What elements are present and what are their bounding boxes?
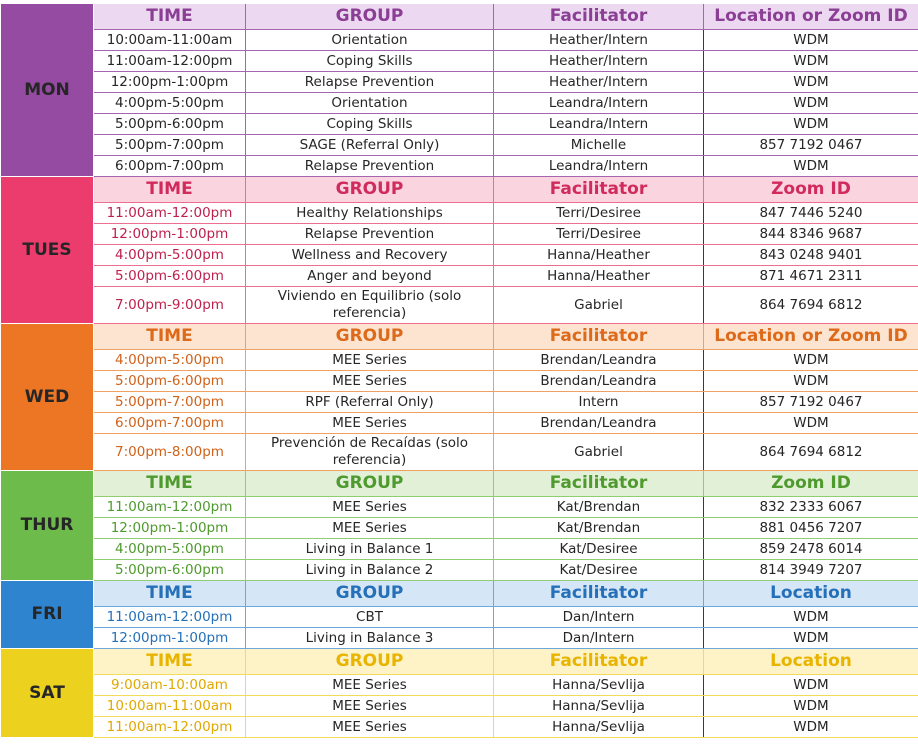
session-location: 857 7192 0467	[704, 135, 918, 156]
facilitator-name: Leandra/Intern	[494, 93, 704, 114]
session-time: 4:00pm-5:00pm	[94, 93, 246, 114]
table-row	[1, 245, 918, 266]
session-time: 4:00pm-5:00pm	[94, 245, 246, 266]
session-time: 5:00pm-7:00pm	[94, 392, 246, 413]
table-row	[1, 266, 918, 287]
time-column-header: TIME	[94, 471, 246, 497]
session-location: WDM	[704, 30, 918, 51]
session-time: 6:00pm-7:00pm	[94, 156, 246, 177]
facilitator-column-header: Facilitator	[494, 471, 704, 497]
session-time: 12:00pm-1:00pm	[94, 628, 246, 649]
facilitator-name: Brendan/Leandra	[494, 371, 704, 392]
facilitator-name: Terri/Desiree	[494, 224, 704, 245]
group-name: Living in Balance 1	[246, 539, 494, 560]
table-row	[1, 497, 918, 518]
session-location: WDM	[704, 371, 918, 392]
group-name: Relapse Prevention	[246, 72, 494, 93]
session-location: WDM	[704, 350, 918, 371]
facilitator-name: Intern	[494, 392, 704, 413]
day-label: WED	[1, 324, 94, 471]
session-time: 5:00pm-6:00pm	[94, 560, 246, 581]
session-time: 5:00pm-6:00pm	[94, 114, 246, 135]
session-time: 10:00am-11:00am	[94, 30, 246, 51]
session-location: 814 3949 7207	[704, 560, 918, 581]
group-column-header: GROUP	[246, 177, 494, 203]
day-label: THUR	[1, 471, 94, 581]
facilitator-name: Kat/Desiree	[494, 560, 704, 581]
group-name: Coping Skills	[246, 51, 494, 72]
group-name: Relapse Prevention	[246, 224, 494, 245]
session-location: 843 0248 9401	[704, 245, 918, 266]
session-location: WDM	[704, 696, 918, 717]
session-location: 847 7446 5240	[704, 203, 918, 224]
session-time: 5:00pm-7:00pm	[94, 135, 246, 156]
table-row	[1, 675, 918, 696]
table-row	[1, 539, 918, 560]
session-location: 864 7694 6812	[704, 287, 918, 324]
table-row	[1, 434, 918, 471]
session-location: 864 7694 6812	[704, 434, 918, 471]
group-name: MEE Series	[246, 518, 494, 539]
facilitator-column-header: Facilitator	[494, 4, 704, 30]
group-column-header: GROUP	[246, 324, 494, 350]
group-name: MEE Series	[246, 497, 494, 518]
day-header-row-fri	[1, 581, 918, 607]
group-column-header: GROUP	[246, 581, 494, 607]
facilitator-name: Gabriel	[494, 434, 704, 471]
group-name: Orientation	[246, 93, 494, 114]
day-label: SAT	[1, 649, 94, 738]
facilitator-name: Michelle	[494, 135, 704, 156]
location-column-header: Zoom ID	[704, 177, 918, 203]
session-time: 12:00pm-1:00pm	[94, 224, 246, 245]
session-location: WDM	[704, 717, 918, 738]
facilitator-name: Dan/Intern	[494, 607, 704, 628]
group-name: MEE Series	[246, 696, 494, 717]
table-row	[1, 350, 918, 371]
session-time: 11:00am-12:00pm	[94, 607, 246, 628]
session-time: 12:00pm-1:00pm	[94, 518, 246, 539]
session-location: 844 8346 9687	[704, 224, 918, 245]
session-location: WDM	[704, 628, 918, 649]
facilitator-name: Hanna/Sevlija	[494, 696, 704, 717]
group-name: MEE Series	[246, 371, 494, 392]
group-name: Coping Skills	[246, 114, 494, 135]
location-column-header: Location or Zoom ID	[704, 324, 918, 350]
table-row	[1, 413, 918, 434]
facilitator-name: Heather/Intern	[494, 51, 704, 72]
session-location: 871 4671 2311	[704, 266, 918, 287]
table-row	[1, 224, 918, 245]
session-time: 11:00am-12:00pm	[94, 497, 246, 518]
facilitator-name: Leandra/Intern	[494, 156, 704, 177]
table-row	[1, 607, 918, 628]
day-header-row-wed	[1, 324, 918, 350]
session-time: 11:00am-12:00pm	[94, 203, 246, 224]
facilitator-name: Kat/Desiree	[494, 539, 704, 560]
group-name: MEE Series	[246, 675, 494, 696]
session-time: 9:00am-10:00am	[94, 675, 246, 696]
session-time: 12:00pm-1:00pm	[94, 72, 246, 93]
group-name: CBT	[246, 607, 494, 628]
session-location: WDM	[704, 72, 918, 93]
session-location: WDM	[704, 93, 918, 114]
group-column-header: GROUP	[246, 471, 494, 497]
session-time: 5:00pm-6:00pm	[94, 371, 246, 392]
table-row	[1, 717, 918, 738]
group-name: Prevención de Recaídas (solo referencia)	[246, 434, 494, 471]
session-location: WDM	[704, 607, 918, 628]
group-name: MEE Series	[246, 350, 494, 371]
table-row	[1, 135, 918, 156]
table-row	[1, 696, 918, 717]
session-time: 10:00am-11:00am	[94, 696, 246, 717]
table-row	[1, 93, 918, 114]
group-name: RPF (Referral Only)	[246, 392, 494, 413]
facilitator-name: Kat/Brendan	[494, 518, 704, 539]
day-header-row-thur	[1, 471, 918, 497]
table-row	[1, 628, 918, 649]
group-name: Healthy Relationships	[246, 203, 494, 224]
day-header-row-sat	[1, 649, 918, 675]
session-time: 4:00pm-5:00pm	[94, 539, 246, 560]
day-header-row-mon	[1, 4, 918, 30]
session-location: 832 2333 6067	[704, 497, 918, 518]
facilitator-column-header: Facilitator	[494, 649, 704, 675]
facilitator-name: Heather/Intern	[494, 72, 704, 93]
facilitator-name: Hanna/Heather	[494, 245, 704, 266]
group-name: MEE Series	[246, 717, 494, 738]
facilitator-name: Dan/Intern	[494, 628, 704, 649]
table-row	[1, 203, 918, 224]
time-column-header: TIME	[94, 324, 246, 350]
table-row	[1, 156, 918, 177]
time-column-header: TIME	[94, 4, 246, 30]
group-column-header: GROUP	[246, 4, 494, 30]
table-row	[1, 287, 918, 324]
facilitator-name: Heather/Intern	[494, 30, 704, 51]
session-location: WDM	[704, 156, 918, 177]
location-column-header: Location or Zoom ID	[704, 4, 918, 30]
session-time: 5:00pm-6:00pm	[94, 266, 246, 287]
session-location: WDM	[704, 413, 918, 434]
table-row	[1, 371, 918, 392]
facilitator-name: Brendan/Leandra	[494, 413, 704, 434]
session-time: 7:00pm-8:00pm	[94, 434, 246, 471]
session-location: 881 0456 7207	[704, 518, 918, 539]
location-column-header: Location	[704, 581, 918, 607]
table-row	[1, 51, 918, 72]
facilitator-name: Gabriel	[494, 287, 704, 324]
facilitator-name: Brendan/Leandra	[494, 350, 704, 371]
session-time: 6:00pm-7:00pm	[94, 413, 246, 434]
group-name: MEE Series	[246, 413, 494, 434]
table-row	[1, 30, 918, 51]
session-location: 857 7192 0467	[704, 392, 918, 413]
day-label: MON	[1, 4, 94, 177]
facilitator-column-header: Facilitator	[494, 324, 704, 350]
group-name: SAGE (Referral Only)	[246, 135, 494, 156]
location-column-header: Zoom ID	[704, 471, 918, 497]
facilitator-column-header: Facilitator	[494, 581, 704, 607]
session-time: 7:00pm-9:00pm	[94, 287, 246, 324]
group-name: Orientation	[246, 30, 494, 51]
weekly-group-schedule-table	[0, 3, 918, 738]
group-name: Living in Balance 3	[246, 628, 494, 649]
location-column-header: Location	[704, 649, 918, 675]
table-row	[1, 518, 918, 539]
facilitator-column-header: Facilitator	[494, 177, 704, 203]
facilitator-name: Hanna/Heather	[494, 266, 704, 287]
facilitator-name: Hanna/Sevlija	[494, 675, 704, 696]
facilitator-name: Hanna/Sevlija	[494, 717, 704, 738]
table-row	[1, 114, 918, 135]
session-location: WDM	[704, 51, 918, 72]
session-location: WDM	[704, 114, 918, 135]
day-label: FRI	[1, 581, 94, 649]
group-name: Wellness and Recovery	[246, 245, 494, 266]
time-column-header: TIME	[94, 649, 246, 675]
facilitator-name: Kat/Brendan	[494, 497, 704, 518]
table-row	[1, 560, 918, 581]
table-row	[1, 392, 918, 413]
facilitator-name: Terri/Desiree	[494, 203, 704, 224]
time-column-header: TIME	[94, 177, 246, 203]
time-column-header: TIME	[94, 581, 246, 607]
session-location: WDM	[704, 675, 918, 696]
session-time: 4:00pm-5:00pm	[94, 350, 246, 371]
group-name: Living in Balance 2	[246, 560, 494, 581]
session-time: 11:00am-12:00pm	[94, 717, 246, 738]
group-column-header: GROUP	[246, 649, 494, 675]
session-location: 859 2478 6014	[704, 539, 918, 560]
group-name: Relapse Prevention	[246, 156, 494, 177]
table-row	[1, 72, 918, 93]
group-name: Viviendo en Equilibrio (solo referencia)	[246, 287, 494, 324]
day-label: TUES	[1, 177, 94, 324]
facilitator-name: Leandra/Intern	[494, 114, 704, 135]
group-name: Anger and beyond	[246, 266, 494, 287]
session-time: 11:00am-12:00pm	[94, 51, 246, 72]
day-header-row-tues	[1, 177, 918, 203]
